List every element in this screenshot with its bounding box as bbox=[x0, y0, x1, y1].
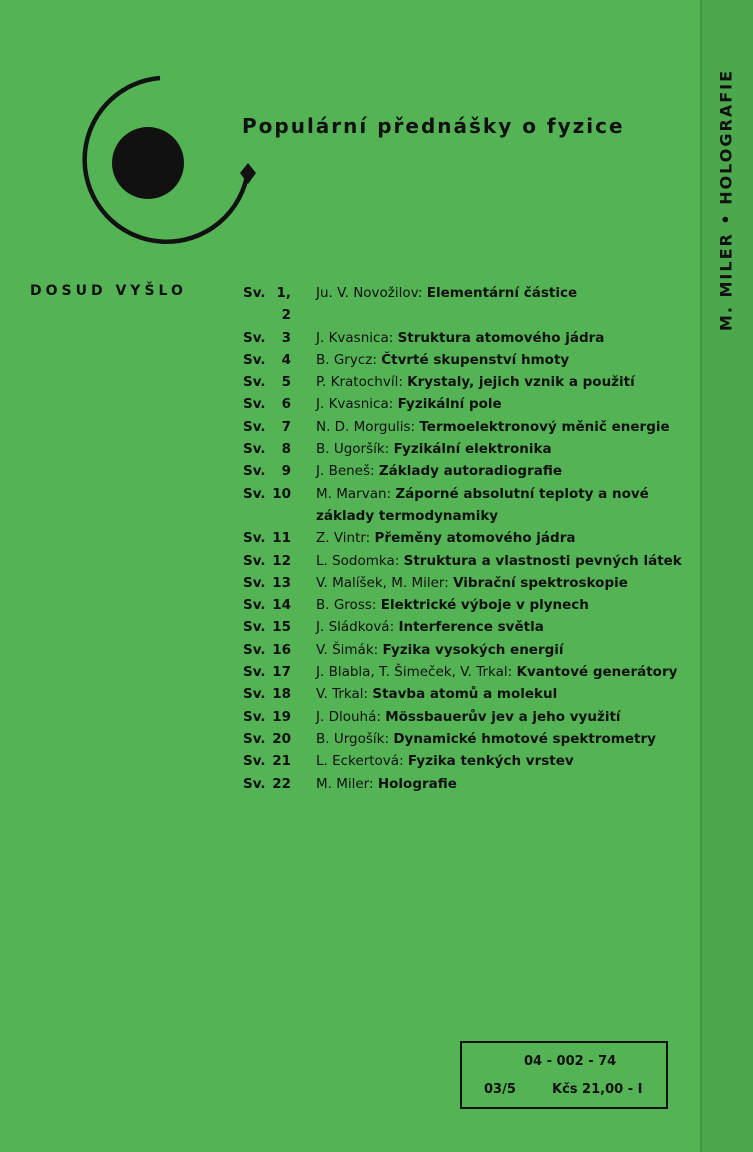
volume-number: 4 bbox=[281, 351, 291, 368]
volume-prefix: Sv. bbox=[243, 285, 266, 301]
volume-entry bbox=[316, 438, 683, 460]
volume-number: 16 bbox=[272, 641, 291, 658]
volume-entry bbox=[316, 616, 683, 638]
list-item bbox=[243, 327, 683, 349]
volume-prefix: Sv. bbox=[243, 619, 266, 636]
volume-author: N. D. Morgulis: bbox=[316, 418, 416, 435]
list-item bbox=[243, 661, 683, 683]
list-item bbox=[243, 550, 683, 572]
volume-author: B. Ugoršík: bbox=[316, 441, 390, 458]
volume-author: L. Eckertová: bbox=[316, 753, 404, 770]
volume-number: 5 bbox=[281, 374, 291, 391]
volume-prefix: Sv. bbox=[243, 530, 266, 547]
volume-title: Kvantové generátory bbox=[516, 664, 678, 681]
volume-title: Interference světla bbox=[398, 619, 544, 636]
price-box bbox=[460, 1041, 668, 1109]
volume-entry bbox=[316, 572, 683, 594]
volume-prefix: Sv. bbox=[243, 641, 266, 658]
volume-number: 21 bbox=[272, 753, 291, 770]
volume-prefix: Sv. bbox=[243, 708, 266, 725]
volume-entry bbox=[316, 327, 683, 349]
logo-dot bbox=[112, 127, 184, 199]
volume-title: Fyzikální elektronika bbox=[393, 441, 552, 458]
volume-number: 17 bbox=[272, 664, 291, 681]
volume-number: 19 bbox=[272, 708, 291, 725]
volume-author: J. Kvasnica: bbox=[316, 329, 394, 346]
volume-title: Mössbauerův jev a jeho využití bbox=[385, 708, 621, 725]
volume-number: 10 bbox=[272, 485, 291, 502]
list-item bbox=[243, 349, 683, 371]
volume-title: Holografie bbox=[377, 775, 457, 792]
volume-author: B. Urgošík: bbox=[316, 730, 390, 747]
list-item bbox=[243, 616, 683, 638]
list-item bbox=[243, 393, 683, 415]
volume-author: V. Trkal: bbox=[316, 686, 369, 703]
volume-entry bbox=[316, 683, 683, 705]
volume-prefix: Sv. bbox=[243, 329, 266, 346]
volume-title: Elementární částice bbox=[426, 285, 578, 301]
volume-author: Ju. V. Novožilov: bbox=[316, 285, 423, 301]
series-title: Populární přednášky o fyzice bbox=[242, 114, 625, 138]
volume-prefix: Sv. bbox=[243, 574, 266, 591]
volume-number: 12 bbox=[272, 552, 291, 569]
volume-title: Fyzikální pole bbox=[397, 396, 502, 413]
volume-author: J. Blabla, T. Šimeček, V. Trkal: bbox=[316, 664, 513, 681]
price: Kčs 21,00 - I bbox=[552, 1082, 643, 1097]
list-item bbox=[243, 282, 683, 327]
volume-author: J. Beneš: bbox=[316, 463, 375, 480]
volume-list bbox=[243, 282, 683, 795]
volume-entry bbox=[316, 460, 683, 482]
volume-number: 11 bbox=[272, 530, 291, 547]
volume-title: Fyzika tenkých vrstev bbox=[407, 753, 574, 770]
volume-entry bbox=[316, 750, 683, 772]
volume-entry bbox=[316, 483, 683, 528]
volume-author: V. Malíšek, M. Miler: bbox=[316, 574, 449, 591]
volume-number: 1, 2 bbox=[276, 285, 291, 324]
volume-number: 15 bbox=[272, 619, 291, 636]
volume-author: J. Sládková: bbox=[316, 619, 395, 636]
list-item bbox=[243, 728, 683, 750]
list-item bbox=[243, 416, 683, 438]
volume-title: Struktura atomového jádra bbox=[397, 329, 605, 346]
volume-number: 20 bbox=[272, 730, 291, 747]
volume-entry bbox=[316, 527, 683, 549]
volume-entry bbox=[316, 371, 683, 393]
volume-number: 3 bbox=[281, 329, 291, 346]
volume-entry bbox=[316, 349, 683, 371]
volume-author: Z. Vintr: bbox=[316, 530, 371, 547]
volume-title: Dynamické hmotové spektrometry bbox=[393, 730, 656, 747]
volume-author: V. Šimák: bbox=[316, 641, 379, 658]
volume-prefix: Sv. bbox=[243, 597, 266, 614]
volume-author: J. Kvasnica: bbox=[316, 396, 394, 413]
volume-entry bbox=[316, 282, 683, 327]
list-item bbox=[243, 371, 683, 393]
list-item bbox=[243, 594, 683, 616]
volume-prefix: Sv. bbox=[243, 730, 266, 747]
volume-entry bbox=[316, 728, 683, 750]
volume-prefix: Sv. bbox=[243, 753, 266, 770]
volume-title: Základy autoradiografie bbox=[378, 463, 563, 480]
list-item bbox=[243, 683, 683, 705]
list-item bbox=[243, 773, 683, 795]
list-item bbox=[243, 483, 683, 528]
volume-number: 6 bbox=[281, 396, 291, 413]
volume-number: 13 bbox=[272, 574, 291, 591]
volume-entry bbox=[316, 706, 683, 728]
volume-title: Termoelektronový měnič energie bbox=[419, 418, 670, 435]
volume-title: Stavba atomů a molekul bbox=[372, 686, 558, 703]
volume-number: 18 bbox=[272, 686, 291, 703]
volume-number: 7 bbox=[281, 418, 291, 435]
volume-author: M. Marvan: bbox=[316, 485, 392, 502]
volume-entry bbox=[316, 393, 683, 415]
spine-title: M. MILER • HOLOGRAFIE bbox=[716, 68, 736, 332]
list-item bbox=[243, 460, 683, 482]
volume-title: Struktura a vlastnosti pevných látek bbox=[403, 552, 682, 569]
list-item bbox=[243, 572, 683, 594]
volume-prefix: Sv. bbox=[243, 552, 266, 569]
list-item bbox=[243, 706, 683, 728]
volume-entry bbox=[316, 550, 683, 572]
volume-prefix: Sv. bbox=[243, 664, 266, 681]
volume-author: M. Miler: bbox=[316, 775, 374, 792]
volume-prefix: Sv. bbox=[243, 775, 266, 792]
volume-entry bbox=[316, 773, 683, 795]
volume-author: B. Gross: bbox=[316, 597, 377, 614]
volume-number: 9 bbox=[281, 463, 291, 480]
volume-prefix: Sv. bbox=[243, 351, 266, 368]
list-item bbox=[243, 750, 683, 772]
volume-title: Vibrační spektroskopie bbox=[453, 574, 628, 591]
volume-number: 14 bbox=[272, 597, 291, 614]
volume-prefix: Sv. bbox=[243, 396, 266, 413]
list-item bbox=[243, 639, 683, 661]
catalog-code: 04 - 002 - 74 bbox=[524, 1054, 617, 1069]
volume-title: Krystaly, jejich vznik a použití bbox=[407, 374, 635, 391]
volume-prefix: Sv. bbox=[243, 418, 266, 435]
volume-entry bbox=[316, 639, 683, 661]
volume-title: Přeměny atomového jádra bbox=[374, 530, 576, 547]
volume-title: Čtvrté skupenství hmoty bbox=[381, 351, 570, 368]
volume-prefix: Sv. bbox=[243, 686, 266, 703]
volume-title: Elektrické výboje v plynech bbox=[380, 597, 589, 614]
series-logo-icon bbox=[70, 70, 270, 250]
volume-title: Záporné absolutní teploty a nové základy termodynamiky bbox=[316, 485, 649, 524]
logo-arrowhead bbox=[240, 163, 256, 184]
list-item bbox=[243, 527, 683, 549]
volume-entry bbox=[316, 594, 683, 616]
volume-prefix: Sv. bbox=[243, 441, 266, 458]
volume-prefix: Sv. bbox=[243, 374, 266, 391]
volume-number: 22 bbox=[272, 775, 291, 792]
volume-title: Fyzika vysokých energií bbox=[382, 641, 564, 658]
published-label: DOSUD VYŠLO bbox=[30, 283, 187, 299]
volume-entry bbox=[316, 661, 683, 683]
volume-prefix: Sv. bbox=[243, 485, 266, 502]
volume-author: L. Sodomka: bbox=[316, 552, 400, 569]
volume-author: B. Grycz: bbox=[316, 351, 377, 368]
issue-code: 03/5 bbox=[484, 1082, 516, 1097]
list-item bbox=[243, 438, 683, 460]
volume-number: 8 bbox=[281, 441, 291, 458]
volume-author: J. Dlouhá: bbox=[316, 708, 381, 725]
volume-entry bbox=[316, 416, 683, 438]
volume-prefix: Sv. bbox=[243, 463, 266, 480]
volume-author: P. Kratochvíl: bbox=[316, 374, 403, 391]
